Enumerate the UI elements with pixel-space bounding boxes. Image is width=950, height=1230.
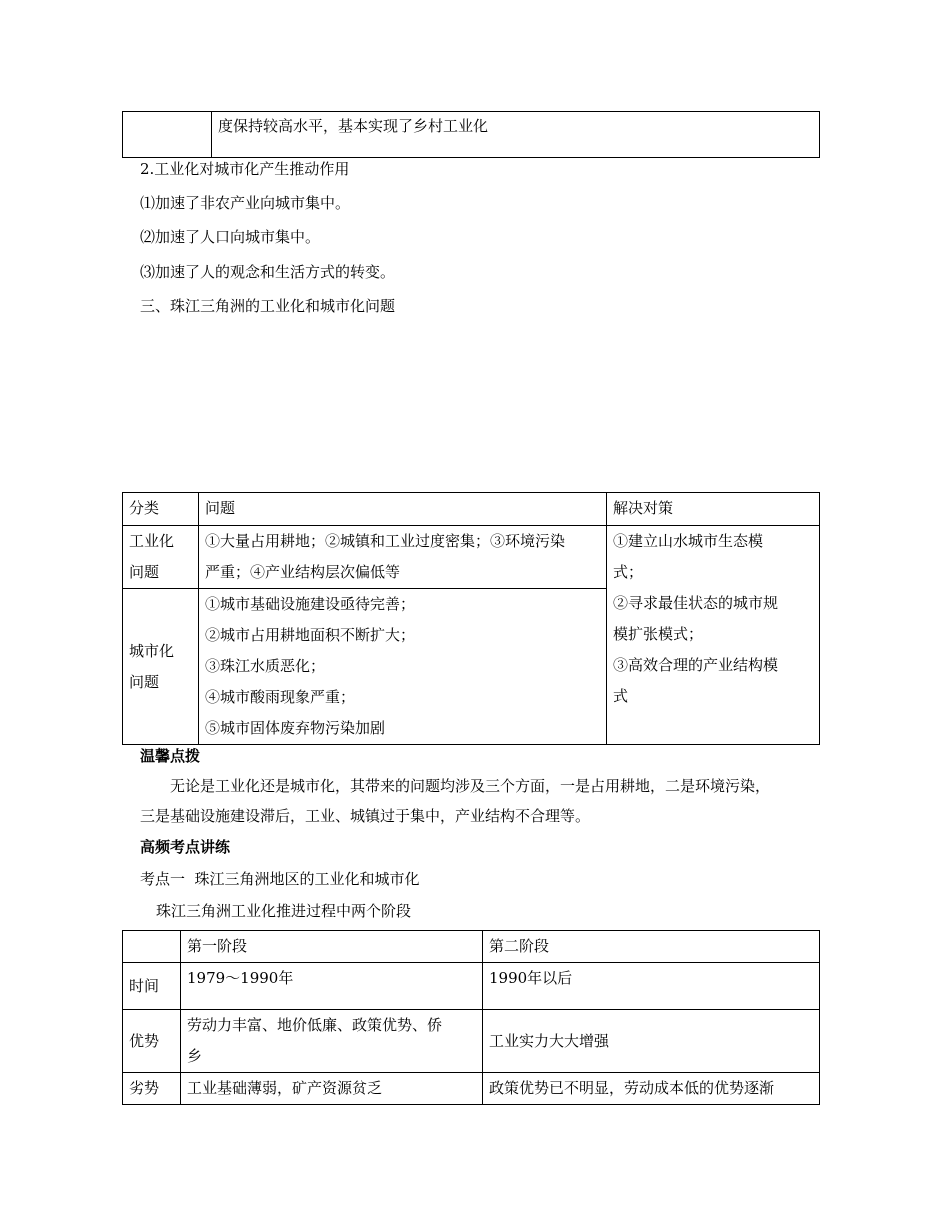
stage-header-empty bbox=[123, 931, 181, 963]
section2-item-1: ⑴加速了非农产业向城市集中。 bbox=[140, 194, 351, 212]
disadvantage-stage2: 政策优势已不明显，劳动成本低的优势逐渐 bbox=[483, 1073, 820, 1105]
time-stage1: 1979～1990年 bbox=[181, 963, 483, 1010]
disadvantage-stage1: 工业基础薄弱，矿产资源贫乏 bbox=[181, 1073, 483, 1105]
tip-paragraph-line1: 无论是工业化还是城市化，其带来的问题均涉及三个方面，一是占用耕地，二是环境污染， bbox=[170, 777, 771, 795]
row-label-advantage: 优势 bbox=[123, 1010, 181, 1073]
urban-category-line2: 问题 bbox=[129, 672, 160, 691]
urban-problem-line: ②城市占用耕地面积不断扩大； bbox=[205, 626, 416, 644]
tip-title: 温馨点拨 bbox=[140, 747, 201, 765]
stage-header-1: 第一阶段 bbox=[181, 931, 483, 963]
header-problem: 问题 bbox=[199, 493, 607, 526]
row-label-time: 时间 bbox=[123, 963, 181, 1010]
solutions-cell bbox=[607, 526, 820, 745]
industrial-category-line1: 工业化 bbox=[129, 532, 175, 550]
stage-subtitle: 珠江三角洲工业化推进过程中两个阶段 bbox=[156, 902, 412, 920]
solution-line: 式 bbox=[613, 687, 629, 705]
urban-category bbox=[123, 589, 199, 745]
urban-problems bbox=[199, 589, 607, 745]
advantage-stage2: 工业实力大大增强 bbox=[483, 1010, 820, 1073]
solution-line: ②寻求最佳状态的城市规 bbox=[613, 594, 779, 612]
top-table-cell: 度保持较高水平，基本实现了乡村工业化 bbox=[212, 112, 820, 158]
industrial-problems bbox=[199, 526, 607, 589]
advantage-stage1-line2: 乡 bbox=[187, 1047, 203, 1065]
solution-line: 式； bbox=[613, 563, 644, 581]
urban-category-line1: 城市化 bbox=[129, 641, 175, 660]
urban-problem-line: ①城市基础设施建设亟待完善； bbox=[205, 595, 416, 613]
section3-heading: 三、珠江三角洲的工业化和城市化问题 bbox=[140, 297, 396, 315]
section2-item-3: ⑶加速了人的观念和生活方式的转变。 bbox=[140, 263, 396, 281]
time-stage2: 1990年以后 bbox=[483, 963, 820, 1010]
urban-problem-line: ④城市酸雨现象严重； bbox=[205, 688, 356, 706]
row-label-disadvantage: 劣势 bbox=[123, 1073, 181, 1105]
solution-line: 模扩张模式； bbox=[613, 625, 704, 643]
stage-header-2: 第二阶段 bbox=[483, 931, 820, 963]
urban-problem-line: ⑤城市固体废弃物污染加剧 bbox=[205, 719, 386, 737]
solution-line: ①建立山水城市生态模 bbox=[613, 532, 764, 550]
header-solution: 解决对策 bbox=[607, 493, 820, 526]
advantage-stage1-line1: 劳动力丰富、地价低廉、政策优势、侨 bbox=[187, 1016, 443, 1034]
top-table bbox=[122, 111, 820, 158]
stage-table bbox=[122, 930, 820, 1105]
section2-item-2: ⑵加速了人口向城市集中。 bbox=[140, 228, 321, 246]
tip-paragraph-line2: 三是基础设施建设滞后，工业、城镇过于集中，产业结构不合理等。 bbox=[140, 807, 591, 825]
problem-table bbox=[122, 492, 820, 745]
industrial-problem-line2: 严重；④产业结构层次偏低等 bbox=[205, 563, 401, 581]
practice-title: 高频考点讲练 bbox=[140, 838, 231, 856]
point1-heading: 考点一 珠江三角洲地区的工业化和城市化 bbox=[140, 870, 420, 888]
section2-heading: 2.工业化对城市化产生推动作用 bbox=[140, 160, 350, 178]
industrial-problem-line1: ①大量占用耕地；②城镇和工业过度密集；③环境污染 bbox=[205, 532, 566, 550]
industrial-category bbox=[123, 526, 199, 589]
header-category: 分类 bbox=[123, 493, 199, 526]
urban-problem-line: ③珠江水质恶化； bbox=[205, 657, 326, 675]
top-table-empty-cell bbox=[123, 112, 212, 158]
solution-line: ③高效合理的产业结构模 bbox=[613, 656, 779, 674]
industrial-category-line2: 问题 bbox=[129, 563, 160, 581]
advantage-stage1 bbox=[181, 1010, 483, 1073]
